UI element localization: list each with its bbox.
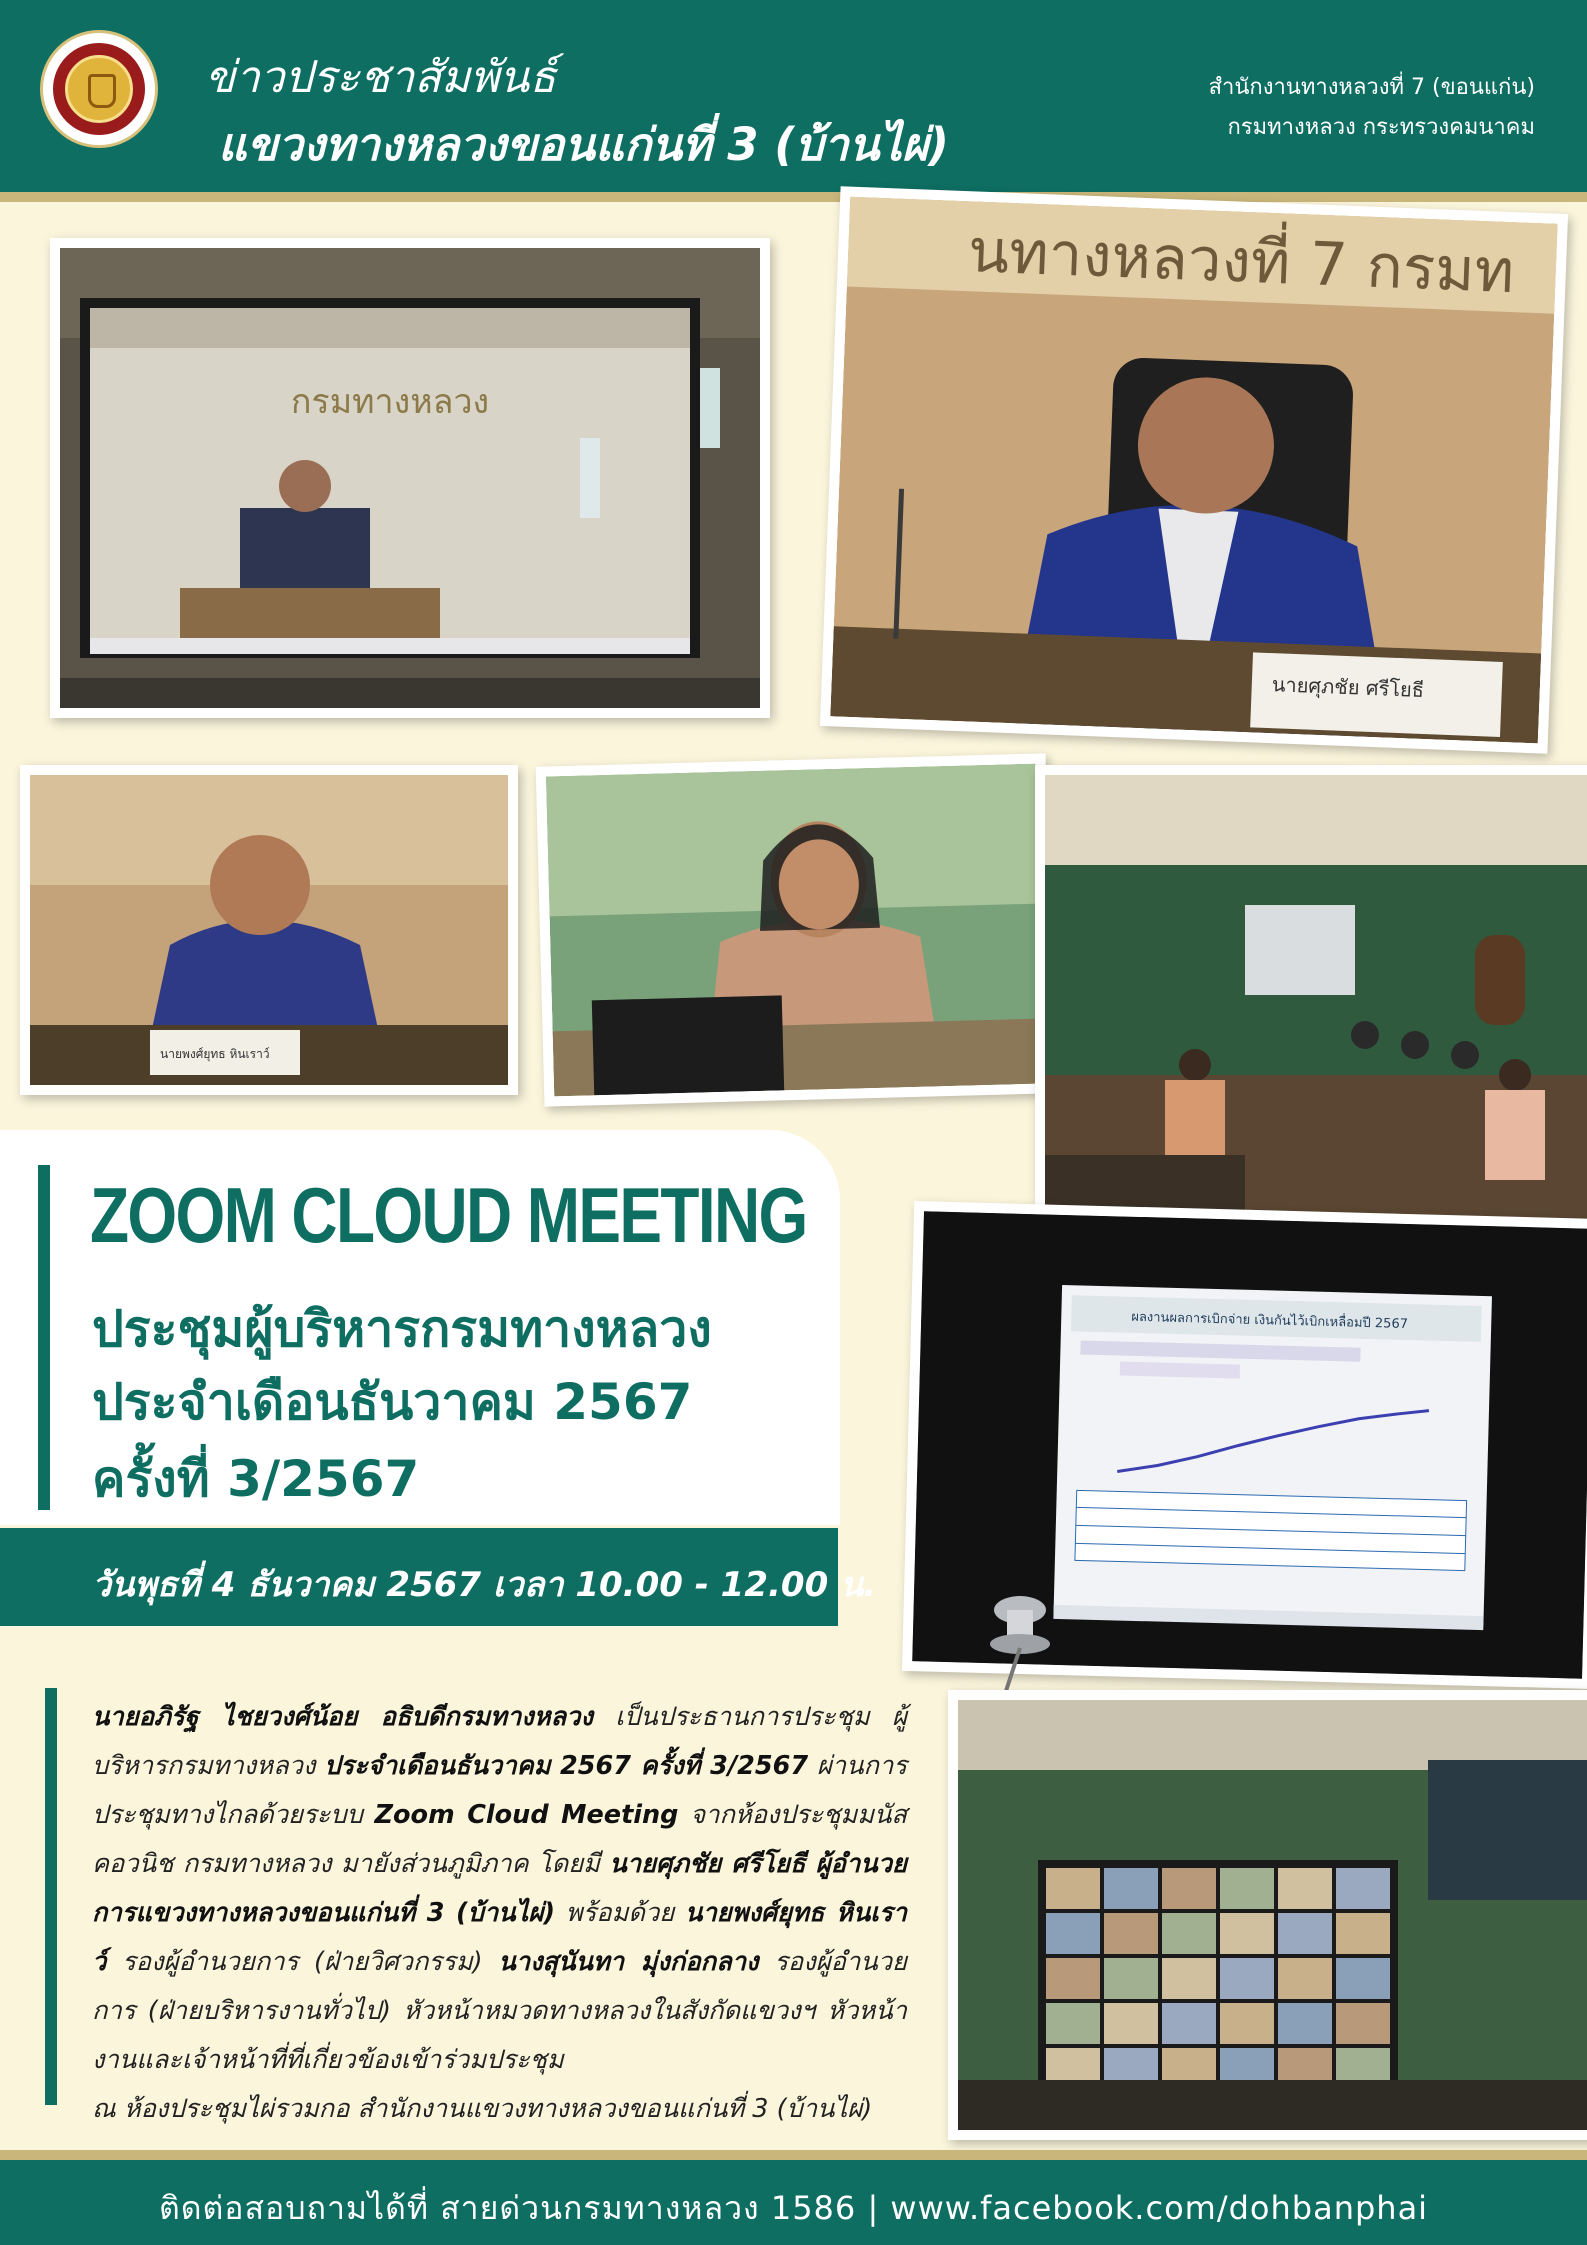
meeting-datetime: วันพุธที่ 4 ธันวาคม 2567 เวลา 10.00 - 12.00 น.: [92, 1565, 877, 1605]
chairman-name: นายอภิรัฐ ไชยวงศ์น้อย อธิบดีกรมทางหลวง: [92, 1702, 593, 1732]
title-accent-bar: [38, 1165, 50, 1510]
news-label: ข่าวประชาสัมพันธ์: [205, 52, 557, 103]
department-seal-logo: [40, 30, 158, 148]
meeting-title-line3: ครั้งที่ 3/2567: [92, 1450, 420, 1508]
news-body: [92, 1693, 907, 2134]
meeting-title-line2: ประจำเดือนธันวาคม 2567: [92, 1373, 693, 1431]
meeting-location: ณ ห้องประชุมไผ่รวมกอ สำนักงานแขวงทางหลวงขอนแก่นที่ 3 (บ้านไผ่): [92, 2094, 873, 2124]
meeting-platform-headline: ZOOM CLOUD MEETING: [90, 1171, 807, 1259]
parent-office-line1: สำนักงานทางหลวงที่ 7 (ขอนแก่น): [1208, 75, 1535, 100]
photo-zoom-gallery: [948, 1690, 1587, 2140]
body-text-3: จากห้องประชุมมนัส คอวนิช กรมทางหลวง มายังส่วนภูมิภาค โดยมี: [92, 1800, 907, 1879]
parent-office-line2: กรมทางหลวง กระทรวงคมนาคม: [1227, 115, 1535, 140]
meeting-period: ประจำเดือนธันวาคม 2567 ครั้งที่ 3/2567: [324, 1751, 809, 1781]
body-text-4: พร้อมด้วย: [555, 1898, 686, 1928]
deputy-engineering-name: นายพงศ์ยุทธ หินเราว์: [92, 1898, 907, 1977]
body-accent-bar: [45, 1688, 57, 2105]
meeting-title-line1: ประชุมผู้บริหารกรมทางหลวง: [92, 1300, 712, 1358]
header-divider: [0, 192, 1587, 202]
photo-meeting-room: [1035, 765, 1587, 1235]
svg-text:ผลงานผลการเบิกจ่าย เงินกันไว้เ: ผลงานผลการเบิกจ่าย เงินกันไว้เบิกเหลื่อมปี 2567: [1131, 1309, 1409, 1333]
body-text-5: รองผู้อำนวยการ (ฝ่ายวิศวกรรม): [106, 1947, 499, 1977]
deputy-admin-name: นางสุนันทา มุ่งก่อกลาง: [498, 1947, 759, 1977]
svg-text:นายศุภชัย ศรีโยธี: นายศุภชัย ศรีโยธี: [1271, 672, 1425, 702]
body-text-1: เป็นประธานการประชุม ผู้บริหารกรมทางหลวง: [92, 1702, 907, 1781]
body-text-6: รองผู้อำนวยการ (ฝ่ายบริหารงานทั่วไป) หัวหน้าหมวดทางหลวงในสังกัดแขวงฯ หัวหน้างานและเจ้าหน้าที่ที่เกี่ยวข้องเข้าร่วมประชุม: [92, 1947, 907, 2075]
pushpin-icon: [985, 1588, 1055, 1698]
svg-text:นายพงศ์ยุทธ หินเราว์: นายพงศ์ยุทธ หินเราว์: [160, 1047, 270, 1061]
platform-name: Zoom Cloud Meeting: [374, 1800, 679, 1830]
photo-director-portrait: [820, 186, 1568, 754]
footer-divider: [0, 2150, 1587, 2160]
director-name: นายศุภชัย ศรีโยธี ผู้อำนวยการแขวงทางหลวงขอนแก่นที่ 3 (บ้านไผ่): [92, 1849, 907, 1928]
svg-text:กรมทางหลวง: กรมทางหลวง: [290, 382, 490, 422]
parent-office: [1209, 68, 1535, 148]
svg-text:นทางหลวงที่ 7 กรมท: นทางหลวงที่ 7 กรมท: [966, 216, 1516, 308]
office-title: แขวงทางหลวงขอนแก่นที่ 3 (บ้านไผ่): [218, 118, 949, 171]
photo-deputy-director: [20, 765, 518, 1095]
body-text-2: ผ่านการประชุมทางไกลด้วยระบบ: [92, 1751, 907, 1830]
photo-remote-chairman-screen: [50, 238, 770, 718]
photo-deputy-director-admin: [536, 753, 1055, 1106]
contact-info: ติดต่อสอบถามได้ที่ สายด่วนกรมทางหลวง 1586 | www.facebook.com/dohbanphai: [158, 2189, 1429, 2227]
